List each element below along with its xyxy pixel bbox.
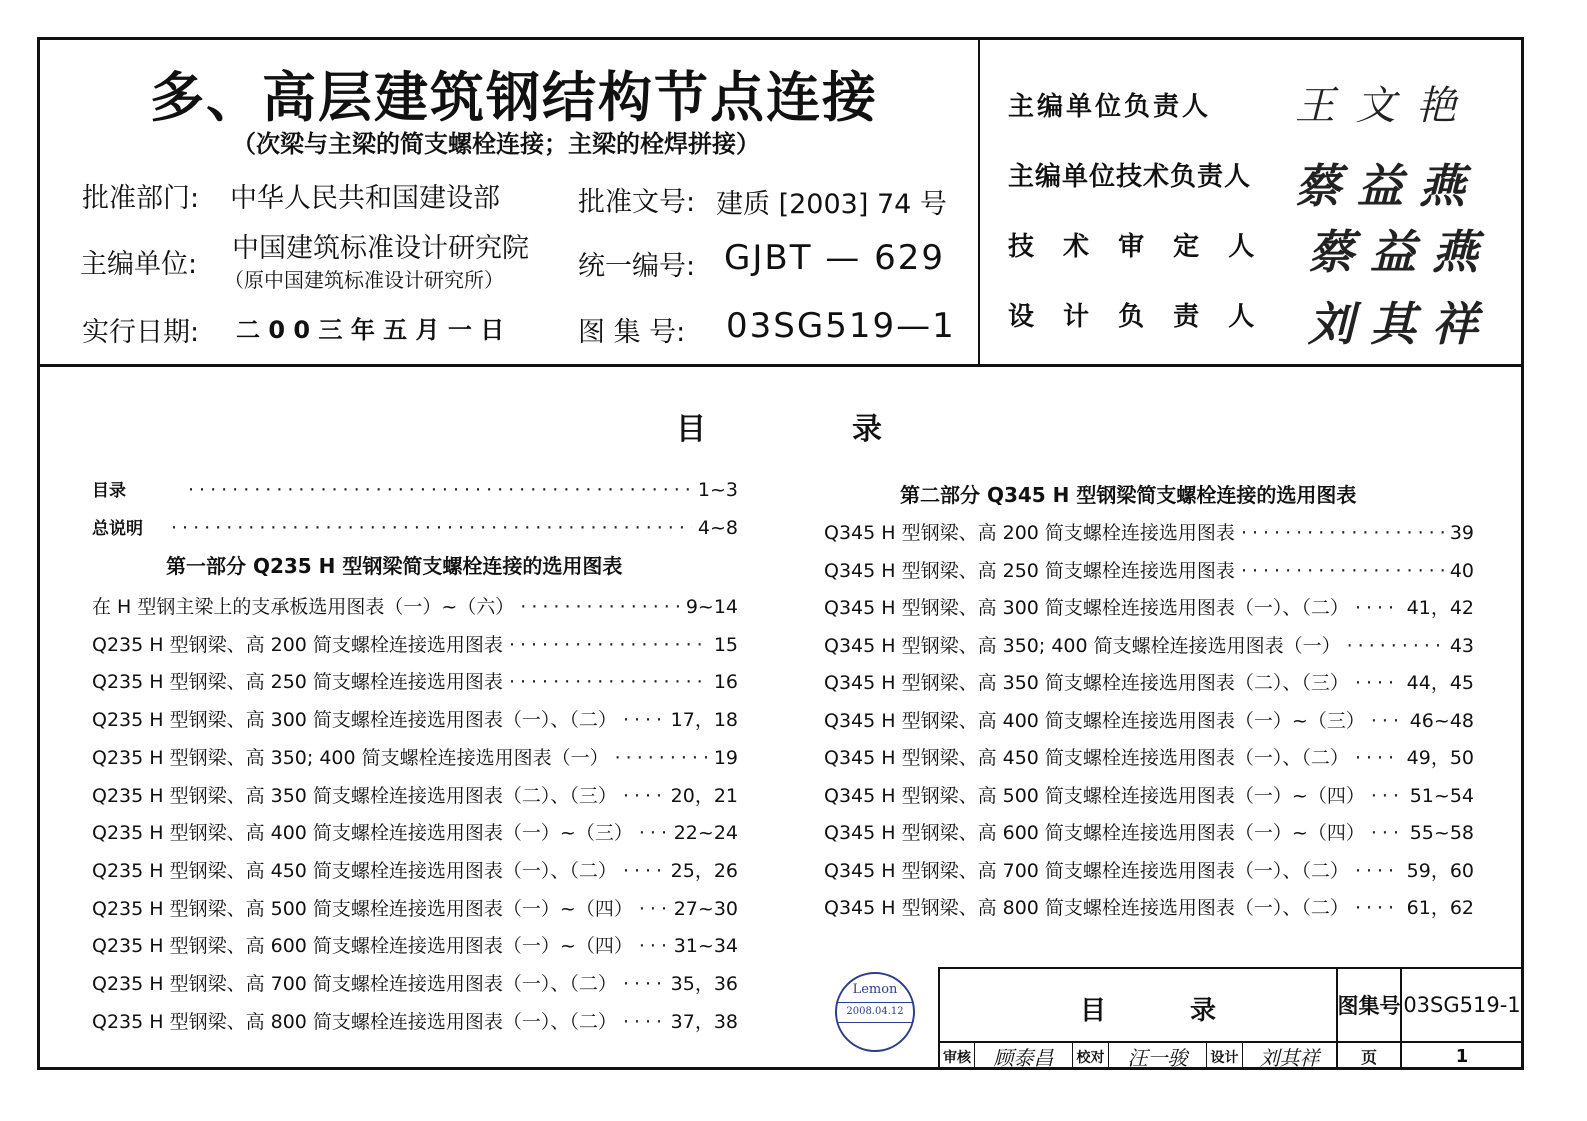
sheet-title-right: 录 <box>1190 996 1217 1026</box>
toc-row[interactable] <box>824 593 1474 620</box>
role-tech-reviewer: 技 术 审 定 人 <box>1008 232 1265 262</box>
stamp-date: 2008.04.12 <box>846 1006 904 1017</box>
leader-dots <box>1355 672 1401 694</box>
toc-title-right: 录 <box>852 412 882 447</box>
leader-dots <box>1371 785 1404 807</box>
toc-row[interactable] <box>824 706 1474 733</box>
toc-row-title: Q345 H 型钢梁、高 500 简支螺栓连接选用图表（一）~（四） <box>824 784 1365 807</box>
toc-row-pages: 31~34 <box>673 935 738 958</box>
library-stamp <box>835 972 915 1052</box>
toc-row-title: Q345 H 型钢梁、高 600 简支螺栓连接选用图表（一）~（四） <box>824 822 1365 844</box>
editor-unit-value: 中国建筑标准设计研究院 <box>232 233 529 264</box>
toc-row-pages: 1~3 <box>697 479 738 501</box>
toc-row-pages: 43 <box>1449 634 1474 657</box>
role-chief-tech: 主编单位技术负责人 <box>1008 162 1252 192</box>
toc-row[interactable] <box>92 781 738 808</box>
toc-row-title: Q235 H 型钢梁、高 500 简支螺栓连接选用图表（一）~（四） <box>92 897 633 920</box>
signature-tech-reviewer: 蔡 益 燕 <box>1308 225 1479 279</box>
approval-dept-label: 批准部门: <box>82 183 200 214</box>
unified-no-label: 统一编号: <box>578 251 696 282</box>
atlas-title: 多、高层建筑钢结构节点连接 <box>150 66 878 129</box>
leader-dots <box>520 596 680 618</box>
leader-dots <box>188 479 692 501</box>
toc-row-title: Q345 H 型钢梁、高 300 简支螺栓连接选用图表（一）、（二） <box>824 597 1349 619</box>
leader-dots <box>1241 522 1444 544</box>
toc-row[interactable] <box>824 856 1474 883</box>
leader-dots <box>1371 822 1404 844</box>
signature-chief-tech: 蔡 益 燕 <box>1295 159 1466 213</box>
toc-row-title: 在 H 型钢主梁上的支承板选用图表（一）~（六） <box>92 596 515 618</box>
toc-row[interactable] <box>92 818 738 845</box>
leader-dots <box>1355 897 1401 919</box>
editor-unit-note: （原中国建筑标准设计研究所） <box>224 268 504 292</box>
toc-row[interactable] <box>92 743 738 770</box>
leader-dots <box>623 785 665 807</box>
signature-design-lead: 刘 其 祥 <box>1308 297 1479 351</box>
leader-dots <box>171 517 692 539</box>
toc-row-title: Q235 H 型钢梁、高 350; 400 简支螺栓连接选用图表（一） <box>92 746 609 769</box>
toc-row-pages: 37，38 <box>670 1010 738 1033</box>
leader-dots <box>1241 560 1444 582</box>
leader-dots <box>639 898 668 920</box>
toc-row-title: Q235 H 型钢梁、高 600 简支螺栓连接选用图表（一）~（四） <box>92 935 633 958</box>
toc-row[interactable] <box>824 781 1474 808</box>
toc-row-title: Q345 H 型钢梁、高 200 简支螺栓连接选用图表 <box>824 522 1235 544</box>
page-label: 页 <box>1360 1048 1377 1067</box>
toc-row-title: Q235 H 型钢梁、高 350 简支螺栓连接选用图表（二）、（三） <box>92 784 617 807</box>
toc-row-pages: 59，60 <box>1406 859 1474 882</box>
atlas-no-value-cell: 03SG519-1 <box>1403 993 1521 1017</box>
approval-doc-label: 批准文号: <box>578 187 696 218</box>
toc-row-pages: 25，26 <box>670 859 738 882</box>
atlas-no-value: 03SG519—1 <box>726 306 956 346</box>
toc-row[interactable] <box>824 818 1474 845</box>
toc-row-pages: 51~54 <box>1409 784 1474 807</box>
approval-dept-value: 中华人民共和国建设部 <box>230 183 500 214</box>
toc-row[interactable] <box>92 705 738 732</box>
toc-row-pages: 39 <box>1449 522 1474 544</box>
toc-row[interactable] <box>824 668 1474 695</box>
toc-row[interactable] <box>92 856 738 883</box>
toc-row-title: Q345 H 型钢梁、高 450 简支螺栓连接选用图表（一）、（二） <box>824 747 1349 769</box>
approval-doc-value: 建质 [2003] 74 号 <box>716 189 947 220</box>
toc-row[interactable] <box>824 631 1474 658</box>
stamp-rule <box>837 1022 913 1023</box>
stamp-text-top: Lemon <box>852 982 898 997</box>
toc-row-pages: 55~58 <box>1409 822 1474 844</box>
leader-dots <box>1355 860 1401 882</box>
leader-dots <box>639 935 668 957</box>
role-design-lead: 设 计 负 责 人 <box>1008 302 1265 332</box>
toc-row-title: Q235 H 型钢梁、高 400 简支螺栓连接选用图表（一）~（三） <box>92 822 633 845</box>
toc-row-title: Q235 H 型钢梁、高 200 简支螺栓连接选用图表 <box>92 633 503 656</box>
toc-row-pages: 46~48 <box>1409 709 1474 732</box>
toc-title-left: 目 <box>676 412 706 447</box>
leader-dots <box>1355 597 1401 619</box>
toc-row[interactable] <box>824 518 1474 545</box>
atlas-no-label: 图 集 号: <box>578 317 686 348</box>
signature-chief-unit: 王 文 艳 <box>1295 83 1461 129</box>
toc-section-1-heading: 第一部分 Q235 H 型钢梁简支螺栓连接的选用图表 <box>166 554 623 578</box>
sheet-title-left: 目 <box>1080 996 1107 1026</box>
leader-dots <box>509 671 708 693</box>
leader-dots <box>615 747 708 769</box>
toc-row-title: Q345 H 型钢梁、高 350; 400 简支螺栓连接选用图表（一） <box>824 634 1341 657</box>
toc-row-pages: 22~24 <box>673 822 738 845</box>
leader-dots <box>623 1011 665 1033</box>
leader-dots <box>1347 635 1444 657</box>
check-label: 校对 <box>1076 1049 1105 1066</box>
toc-row-pages: 35，36 <box>670 973 738 995</box>
toc-row-general-notes[interactable] <box>92 514 738 539</box>
toc-row-title: 目录 <box>92 481 126 501</box>
toc-row-pages: 4~8 <box>697 517 738 539</box>
design-label: 设计 <box>1210 1049 1239 1066</box>
toc-row-pages: 15 <box>713 633 738 656</box>
toc-row[interactable] <box>92 592 738 619</box>
toc-row-pages: 44，45 <box>1406 672 1474 694</box>
check-signature: 汪一骏 <box>1127 1046 1188 1070</box>
toc-row[interactable] <box>92 931 738 958</box>
toc-section-2-heading: 第二部分 Q345 H 型钢梁简支螺栓连接的选用图表 <box>900 483 1357 507</box>
effective-date-label: 实行日期: <box>82 317 200 348</box>
leader-dots <box>623 860 665 882</box>
header-bottom-rule <box>39 364 1524 367</box>
toc-row-pages: 41，42 <box>1406 597 1474 619</box>
toc-row[interactable] <box>824 556 1474 583</box>
toc-row-pages: 17，18 <box>670 709 738 732</box>
design-signature: 刘其祥 <box>1259 1046 1320 1070</box>
toc-row-pages: 20，21 <box>670 784 738 807</box>
editor-unit-label: 主编单位: <box>80 249 198 280</box>
toc-row-pages: 27~30 <box>673 897 738 920</box>
toc-row-pages: 40 <box>1449 559 1474 582</box>
leader-dots <box>1355 747 1401 769</box>
toc-row-pages: 49，50 <box>1406 747 1474 769</box>
toc-row[interactable] <box>92 894 738 921</box>
review-label: 审核 <box>943 1049 971 1066</box>
header-column-divider <box>978 39 980 365</box>
unified-no-value: GJBT — 629 <box>724 238 945 278</box>
toc-row-title: Q345 H 型钢梁、高 700 简支螺栓连接选用图表（一）、（二） <box>824 859 1349 882</box>
leader-dots <box>1371 710 1404 732</box>
leader-dots <box>623 709 665 731</box>
toc-row[interactable] <box>92 667 738 694</box>
toc-row[interactable] <box>92 969 738 996</box>
toc-row-title: Q345 H 型钢梁、高 250 简支螺栓连接选用图表 <box>824 559 1235 582</box>
toc-row-title: Q235 H 型钢梁、高 700 简支螺栓连接选用图表（一）、（二） <box>92 973 617 995</box>
toc-row-title: Q345 H 型钢梁、高 350 简支螺栓连接选用图表（二）、（三） <box>824 672 1349 694</box>
toc-row[interactable] <box>92 630 738 657</box>
stamp-rule <box>837 1002 913 1003</box>
toc-row-title: Q345 H 型钢梁、高 400 简支螺栓连接选用图表（一）~（三） <box>824 709 1365 732</box>
page-number: 1 <box>1455 1046 1469 1067</box>
review-signature: 顾泰昌 <box>993 1046 1054 1070</box>
toc-row-title: Q345 H 型钢梁、高 800 简支螺栓连接选用图表（一）、（二） <box>824 897 1349 919</box>
toc-row[interactable] <box>824 893 1474 920</box>
toc-row-title: Q235 H 型钢梁、高 300 简支螺栓连接选用图表（一）、（二） <box>92 709 617 732</box>
leader-dots <box>509 634 708 656</box>
toc-row-title: 总说明 <box>92 519 143 539</box>
toc-row-title: Q235 H 型钢梁、高 800 简支螺栓连接选用图表（一）、（二） <box>92 1010 617 1033</box>
atlas-subtitle: （次梁与主梁的简支螺栓连接；主梁的栓焊拼接） <box>232 130 760 158</box>
toc-row-pages: 9~14 <box>685 596 738 618</box>
leader-dots <box>623 973 665 995</box>
toc-row[interactable] <box>824 743 1474 770</box>
toc-row-title: Q235 H 型钢梁、高 250 简支螺栓连接选用图表 <box>92 671 503 694</box>
atlas-no-label-cell: 图集号 <box>1337 994 1401 1018</box>
effective-date-value: 二 0 0 三 年 五 月 一 日 <box>236 316 505 344</box>
leader-dots <box>639 822 668 844</box>
toc-row-pages: 61，62 <box>1406 897 1474 919</box>
toc-row[interactable] <box>92 1007 738 1034</box>
role-chief-unit: 主编单位负责人 <box>1008 92 1212 122</box>
toc-row-pages: 19 <box>713 746 738 769</box>
toc-row-title: Q235 H 型钢梁、高 450 简支螺栓连接选用图表（一）、（二） <box>92 859 617 882</box>
toc-row-pages: 16 <box>713 671 738 694</box>
toc-row-contents[interactable] <box>92 476 738 501</box>
